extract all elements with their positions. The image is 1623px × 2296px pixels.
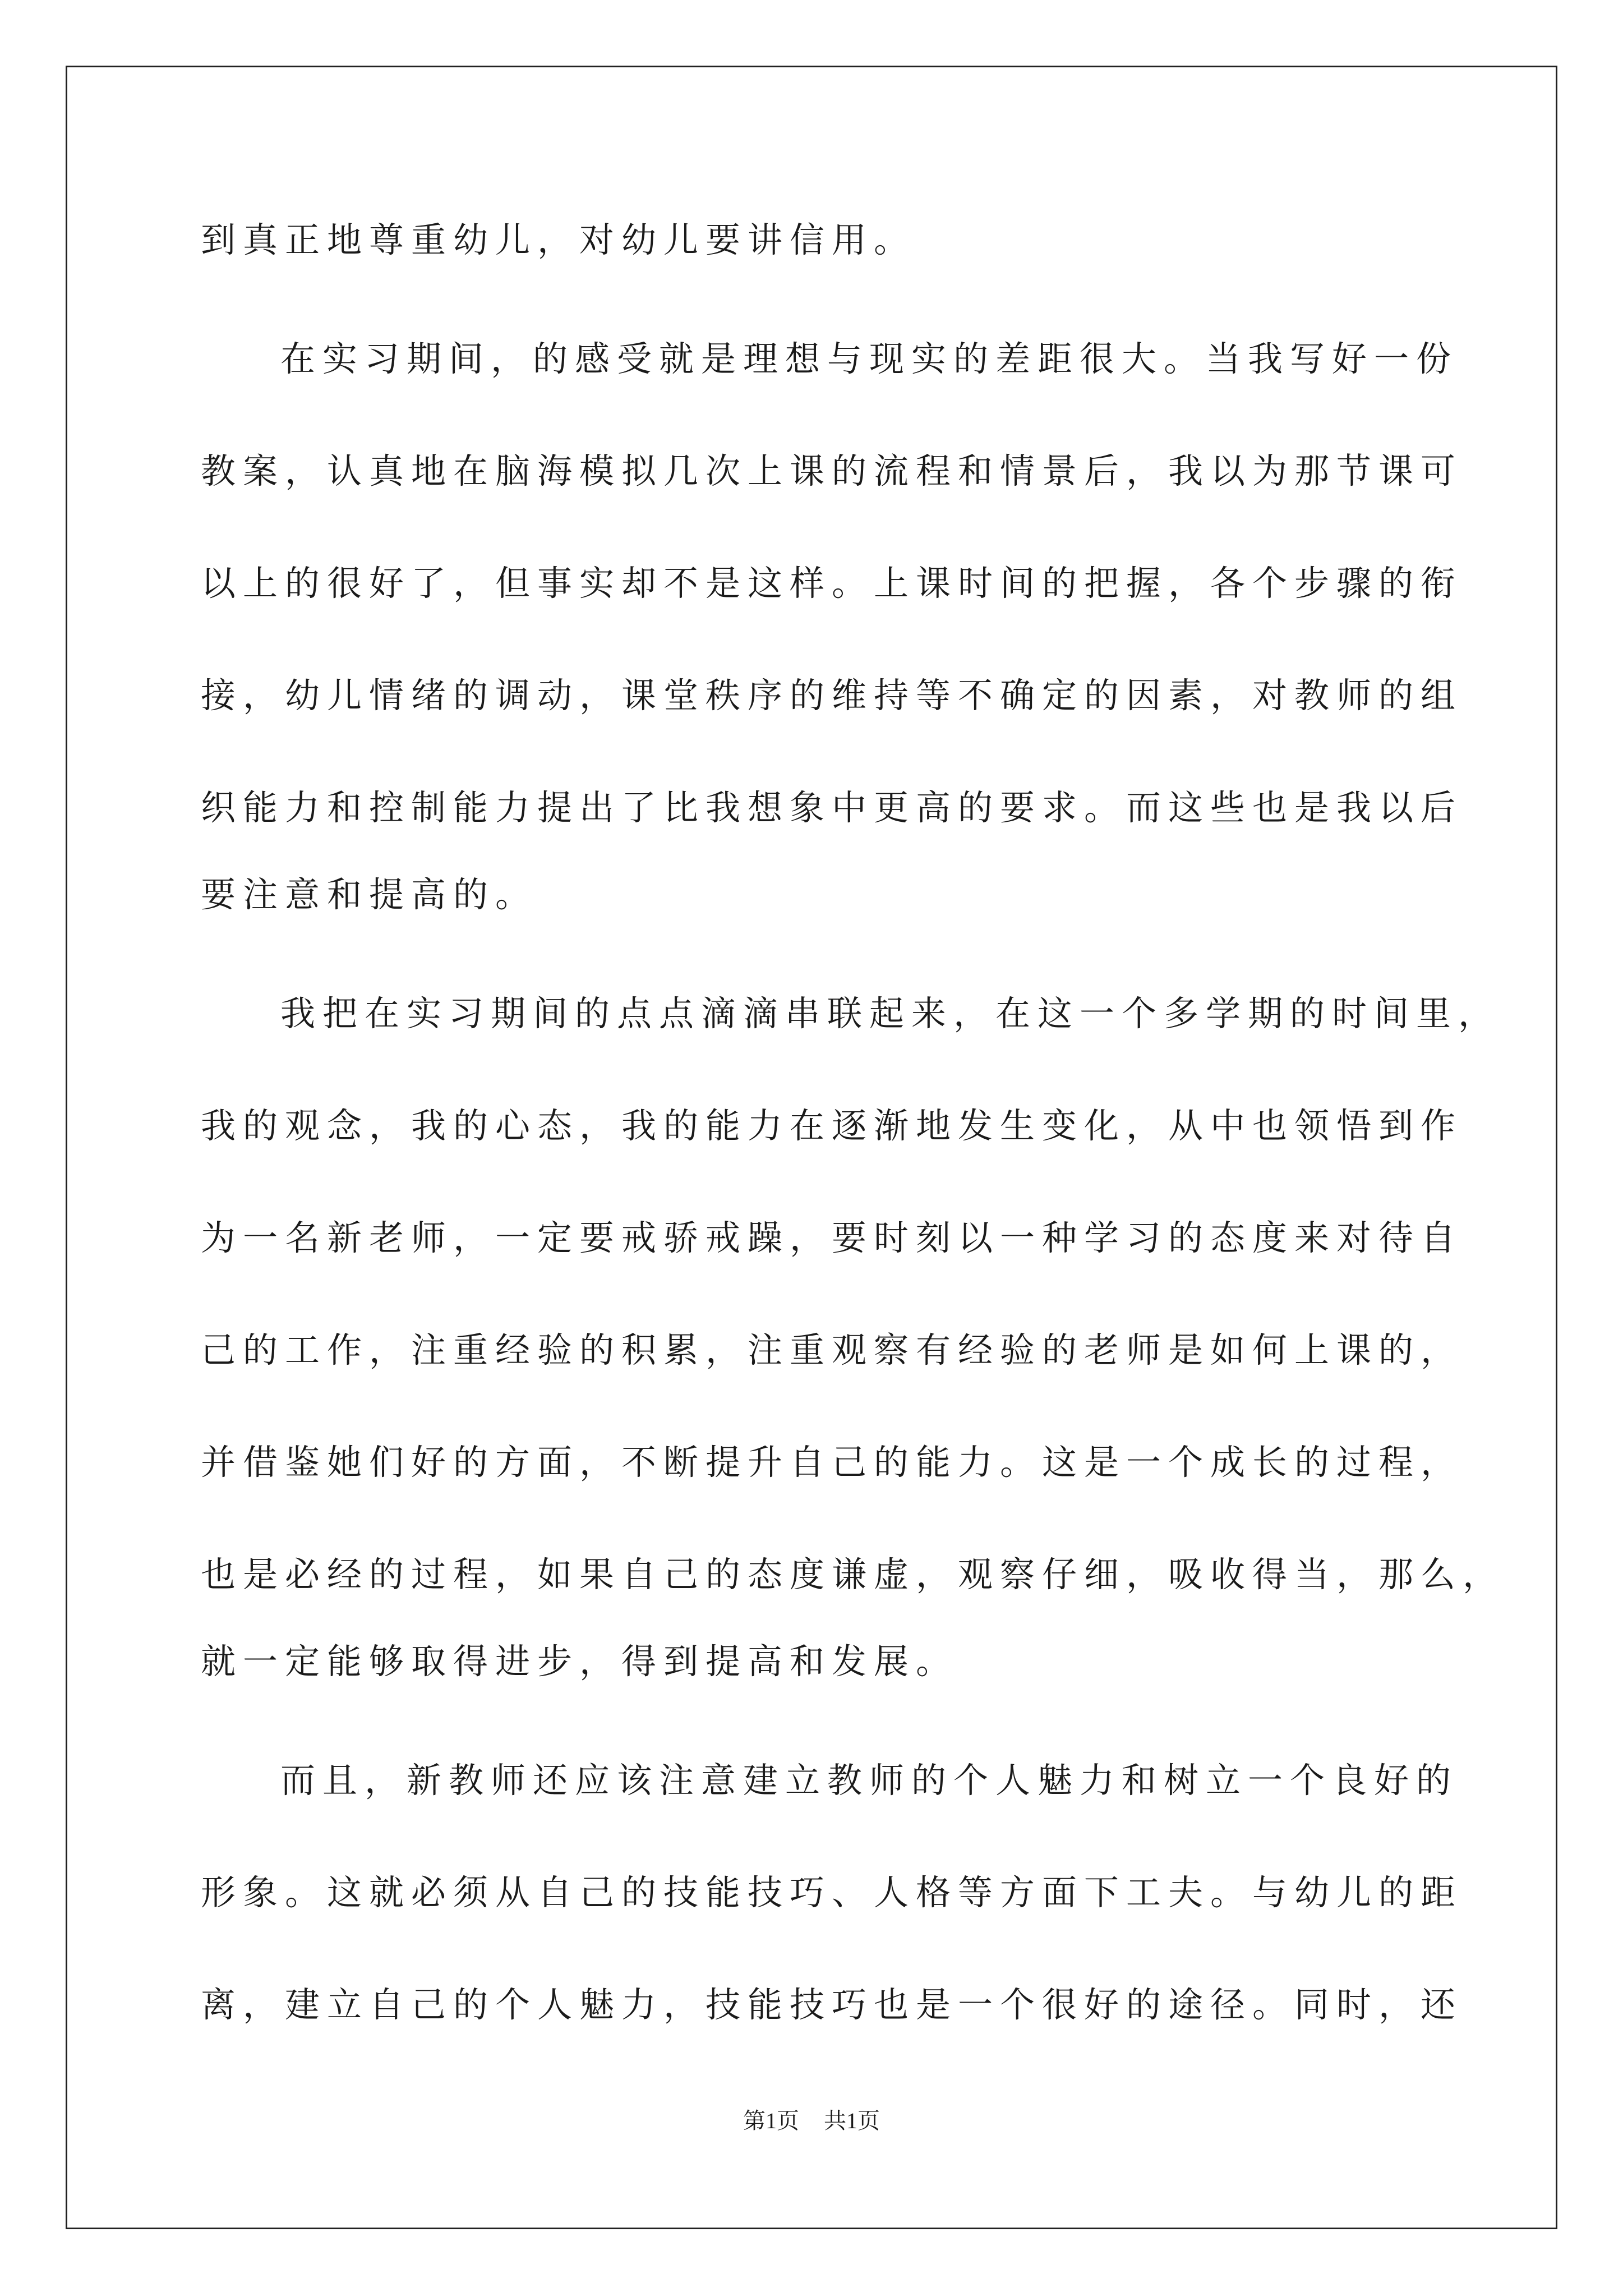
text-line: 就一定能够取得进步，得到提高和发展。 xyxy=(201,1641,958,1682)
text-line: 形象。这就必须从自己的技能技巧、人格等方面下工夫。与幼儿的距 xyxy=(201,1872,1463,1913)
paragraph-first-line: 我把在实习期间的点点滴滴串联起来，在这一个多学期的时间里， xyxy=(280,993,1501,1034)
text-line: 以上的很好了，但事实却不是这样。上课时间的把握，各个步骤的衔 xyxy=(201,563,1463,604)
text-line: 我的观念，我的心态，我的能力在逐渐地发生变化，从中也领悟到作 xyxy=(201,1105,1463,1146)
paragraph-first-line: 而且，新教师还应该注意建立教师的个人魅力和树立一个良好的 xyxy=(280,1760,1459,1801)
text-line: 教案，认真地在脑海模拟几次上课的流程和情景后，我以为那节课可 xyxy=(201,450,1463,491)
page-total: 共1页 xyxy=(824,2108,880,2133)
text-line: 为一名新老师，一定要戒骄戒躁，要时刻以一种学习的态度来对待自 xyxy=(201,1217,1463,1258)
text-line: 离，建立自己的个人魅力，技能技巧也是一个很好的途径。同时，还 xyxy=(201,1984,1463,2025)
text-line: 要注意和提高的。 xyxy=(201,874,538,915)
text-line: 接，幼儿情绪的调动，课堂秩序的维持等不确定的因素，对教师的组 xyxy=(201,675,1463,716)
page-footer xyxy=(0,2104,1623,2138)
page-number: 第1页 xyxy=(743,2108,799,2133)
text-line: 也是必经的过程，如果自己的态度谦虚，观察仔细，吸收得当，那么， xyxy=(201,1554,1505,1595)
paragraph-first-line: 在实习期间，的感受就是理想与现实的差距很大。当我写好一份 xyxy=(280,338,1459,379)
text-line: 并借鉴她们好的方面，不断提升自己的能力。这是一个成长的过程， xyxy=(201,1442,1463,1483)
text-line: 到真正地尊重幼儿，对幼儿要讲信用。 xyxy=(201,219,916,260)
text-line: 织能力和控制能力提出了比我想象中更高的要求。而这些也是我以后 xyxy=(201,787,1463,828)
text-line: 己的工作，注重经验的积累，注重观察有经验的老师是如何上课的， xyxy=(201,1329,1463,1370)
